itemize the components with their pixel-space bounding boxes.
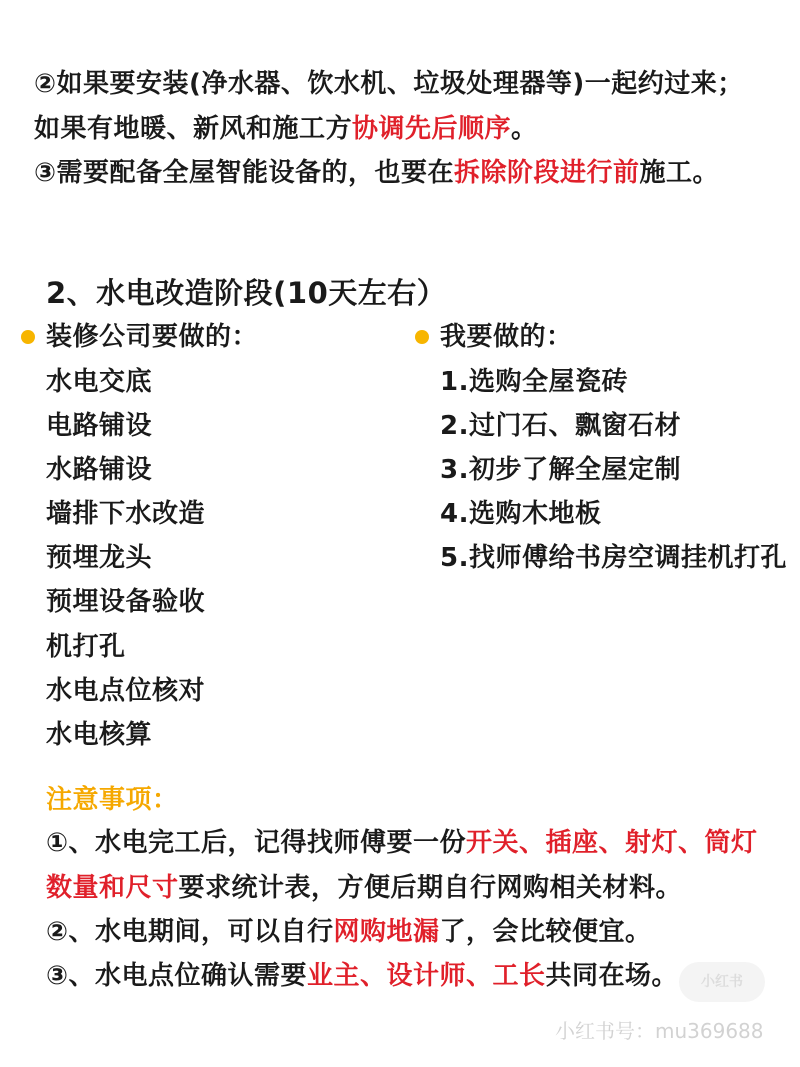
left-list-item: 水电交底 (46, 367, 153, 397)
intro-line-2 (34, 112, 538, 146)
note-3 (46, 959, 678, 993)
left-list-item: 水电核算 (46, 720, 153, 750)
right-list-item: 4.选购木地板 (440, 499, 602, 529)
note-3-text: ③、水电点位确认需要 (46, 961, 308, 991)
note-1-continued-text: 要求统计表，方便后期自行网购相关材料。 (178, 873, 683, 903)
right-column-title: 我要做的： (440, 322, 573, 352)
note-3-end: 共同在场。 (545, 961, 679, 991)
intro-line-2-highlight: 协调先后顺序 (352, 114, 512, 144)
intro-line-3 (34, 156, 719, 190)
intro-line-3-text: ③需要配备全屋智能设备的，也要在 (34, 158, 455, 188)
note-1-highlight: 开关、插座、射灯、筒灯 (466, 828, 758, 858)
watermark-text: 小红书号：mu369688 (555, 1019, 764, 1043)
left-list-item: 墙排下水改造 (46, 499, 206, 529)
left-list-item: 机打孔 (46, 632, 126, 662)
watermark-logo: 小红书 (679, 962, 765, 1002)
left-list-item: 水路铺设 (46, 455, 153, 485)
note-1-continued (46, 871, 682, 905)
intro-line-1 (34, 67, 744, 101)
notes-title: 注意事项： (46, 785, 179, 815)
note-1-continued-highlight: 数量和尺寸 (46, 873, 179, 903)
right-list-item: 2.过门石、飘窗石材 (440, 411, 681, 441)
intro-line-2-end: 。 (511, 114, 538, 144)
right-list-item: 1.选购全屋瓷砖 (440, 367, 628, 397)
intro-line-3-highlight: 拆除阶段进行前 (454, 158, 640, 188)
note-2-text: ②、水电期间，可以自行 (46, 917, 334, 947)
left-column-title: 装修公司要做的： (46, 322, 259, 352)
note-1 (46, 826, 758, 860)
right-list-item: 3.初步了解全屋定制 (440, 455, 681, 485)
bullet-dot-icon (415, 330, 429, 344)
note-2-highlight: 网购地漏 (333, 917, 440, 947)
right-list-item: 5.找师傅给书房空调挂机打孔 (440, 543, 787, 573)
left-list-item: 电路铺设 (46, 411, 153, 441)
left-list-item: 水电点位核对 (46, 676, 206, 706)
note-1-text: ①、水电完工后，记得找师傅要一份 (46, 828, 467, 858)
note-2-end: 了，会比较便宜。 (439, 917, 652, 947)
intro-line-2-text: 如果有地暖、新风和施工方 (34, 114, 353, 144)
intro-line-3-end: 施工。 (639, 158, 720, 188)
left-list-item: 预埋龙头 (46, 543, 153, 573)
note-2 (46, 915, 652, 949)
note-3-highlight: 业主、设计师、工长 (307, 961, 546, 991)
left-list-item: 预埋设备验收 (46, 587, 206, 617)
bullet-dot-icon (21, 330, 35, 344)
section-heading: 2、水电改造阶段(10天左右） (46, 276, 447, 310)
intro-line-1-text: ②如果要安装(净水器、饮水机、垃圾处理器等)一起约过来； (34, 69, 744, 99)
